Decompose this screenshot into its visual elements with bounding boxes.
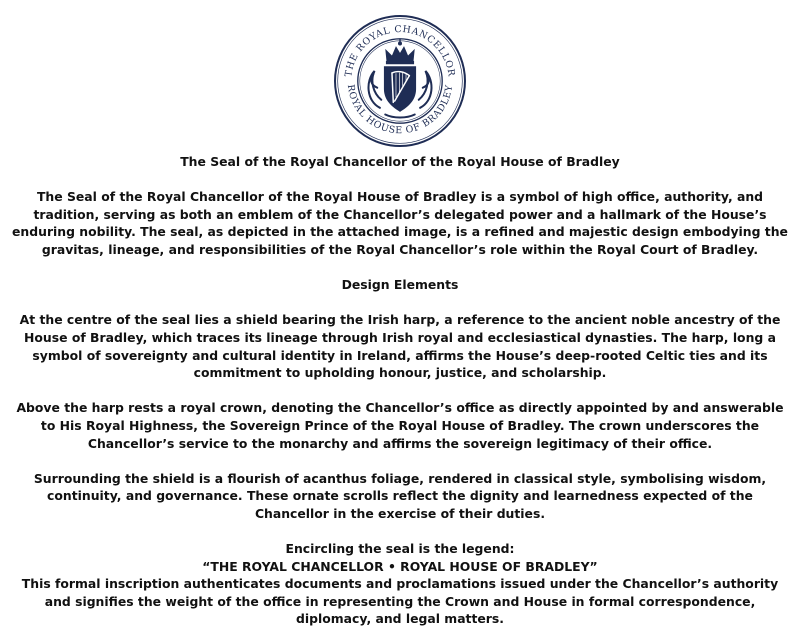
- legend-intro: Encircling the seal is the legend:: [285, 541, 515, 557]
- document-title: The Seal of the Royal Chancellor of the Royal House of Bradley: [180, 154, 620, 169]
- legend-explanation: This formal inscription authenticates documents and proclamations issued under the Chancellor’s authority and signifies the weight of the office in representing the Crown and House in formal correspondence, diplomacy, and legal matters.: [21, 576, 779, 627]
- foliage-paragraph: Surrounding the shield is a flourish of acanthus foliage, rendered in classical style, symbolising wisdom, continuity, and governance. These ornate scrolls reflect the dignity and learnedness expected of the Chancellor in the exercise of their duties.: [33, 470, 767, 521]
- intro-paragraph: The Seal of the Royal Chancellor of the Royal House of Bradley is a symbol of high office, authority, and tradition, serving as both an emblem of the Chancellor’s delegated power and a hallmark of the House’s enduring nobility. The seal, as depicted in the attached image, is a refined and majestic design embodying the gravitas, lineage, and responsibilities of the Royal Chancellor’s role within the Royal Court of Bradley.: [12, 189, 788, 257]
- seal-ring-top-text: THE ROYAL CHANCELLOR: [343, 23, 457, 78]
- crown-paragraph: Above the harp rests a royal crown, denoting the Chancellor’s office as directly appointed by and answerable to His Royal Highness, the Sovereign Prince of the Royal House of Bradley. The crown underscores the Chancellor’s service to the monarchy and affirms the sovereign legitimacy of their office.: [16, 400, 784, 451]
- section-heading: Design Elements: [341, 277, 459, 293]
- document-body: [10, 153, 790, 628]
- seal-emblem-icon: [333, 14, 467, 148]
- legend-text: “THE ROYAL CHANCELLOR • ROYAL HOUSE OF BRADLEY”: [202, 558, 598, 574]
- seal-ring-bottom-text: ROYAL HOUSE OF BRADLEY: [344, 83, 456, 137]
- chancellor-seal: [333, 14, 467, 148]
- harp-paragraph: At the centre of the seal lies a shield bearing the Irish harp, a reference to the ancient noble ancestry of the House of Bradley, which traces its lineage through Irish royal and ecclesiastical dynasties. The harp, long a symbol of sovereignty and cultural identity in Ireland, affirms the House’s deep-rooted Celtic ties and its commitment to upholding honour, justice, and scholarship.: [19, 312, 781, 381]
